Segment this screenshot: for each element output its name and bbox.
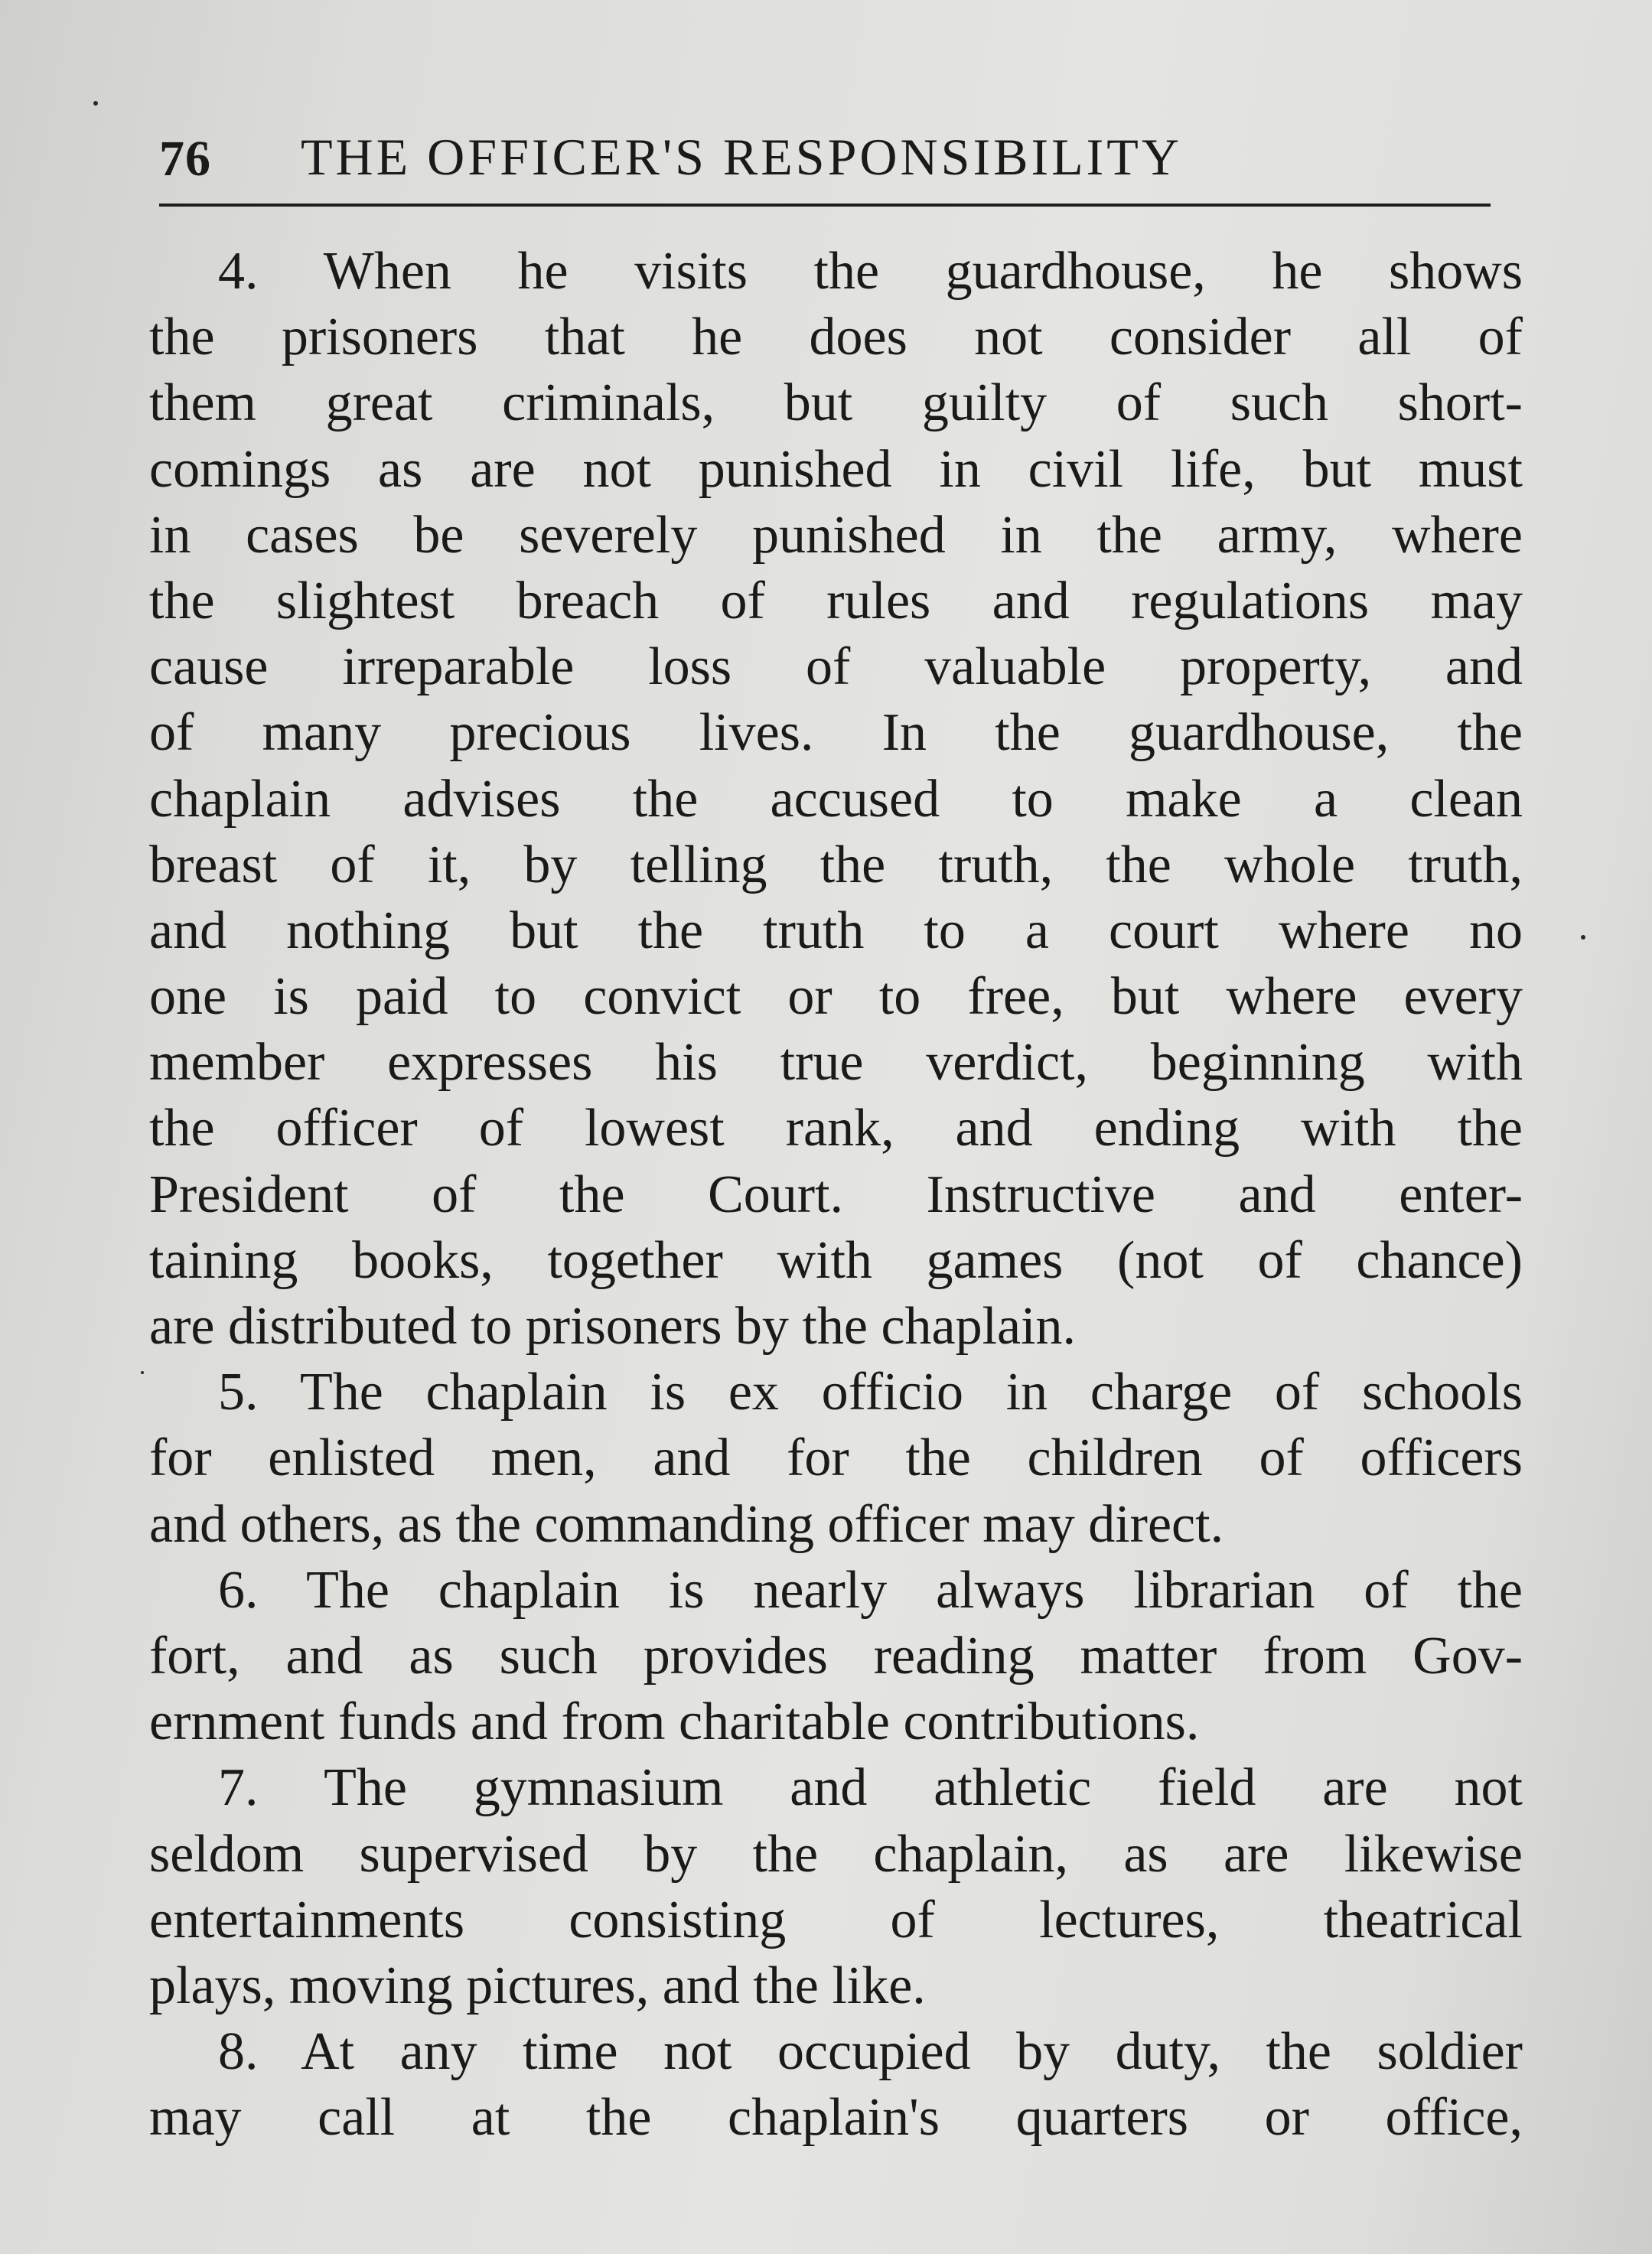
text-line: fort, and as such provides reading matter from Gov- (149, 1626, 1523, 1686)
text-line: the prisoners that he does not consider all of (149, 308, 1523, 367)
page-number: 76 (159, 131, 211, 187)
paper-speck (93, 101, 98, 106)
text-line: the slightest breach of rules and regulations may (149, 571, 1523, 630)
text-line: in cases be severely punished in the army, where (149, 505, 1523, 565)
text-line: ernment funds and from charitable contributions. (149, 1692, 1200, 1752)
paper-speck (1581, 935, 1585, 940)
text-line: chaplain advises the accused to make a clean (149, 769, 1523, 829)
running-header (159, 121, 1491, 207)
text-line: 4. When he visits the guardhouse, he shows (218, 242, 1523, 301)
text-line: taining books, together with games (not of chance) (149, 1230, 1523, 1290)
text-line: them great criminals, but guilty of such short- (149, 373, 1523, 433)
text-line: and others, as the commanding officer may direct. (149, 1494, 1224, 1554)
text-line: 8. At any time not occupied by duty, the soldier (218, 2022, 1523, 2082)
text-line: President of the Court. Instructive and enter- (149, 1164, 1523, 1224)
text-line: for enlisted men, and for the children of officers (149, 1428, 1523, 1488)
text-line: may call at the chaplain's quarters or office, (149, 2088, 1523, 2148)
text-line: are distributed to prisoners by the chaplain. (149, 1297, 1077, 1356)
text-line: and nothing but the truth to a court where no (149, 901, 1523, 960)
text-line: one is paid to convict or to free, but where every (149, 967, 1523, 1027)
text-line: of many precious lives. In the guardhouse, the (149, 703, 1523, 763)
text-line: seldom supervised by the chaplain, as are likewise (149, 1824, 1523, 1884)
text-line: plays, moving pictures, and the like. (149, 1956, 926, 2015)
text-line: the officer of lowest rank, and ending with the (149, 1099, 1523, 1158)
text-line: 6. The chaplain is nearly always librarian of the (218, 1560, 1523, 1620)
paper-speck (141, 1371, 144, 1374)
running-title: THE OFFICER'S RESPONSIBILITY (301, 128, 1182, 186)
text-line: member expresses his true verdict, beginning with (149, 1033, 1523, 1093)
text-line: 5. The chaplain is ex officio in charge of schools (218, 1363, 1523, 1422)
body-text (149, 239, 1523, 2151)
text-line: cause irreparable loss of valuable property, and (149, 637, 1523, 697)
text-line: comings as are not punished in civil life, but must (149, 439, 1523, 499)
text-line: entertainments consisting of lectures, theatrical (149, 1890, 1523, 1949)
text-line: breast of it, by telling the truth, the whole truth, (149, 835, 1523, 894)
text-line: 7. The gymnasium and athletic field are not (218, 1758, 1523, 1818)
